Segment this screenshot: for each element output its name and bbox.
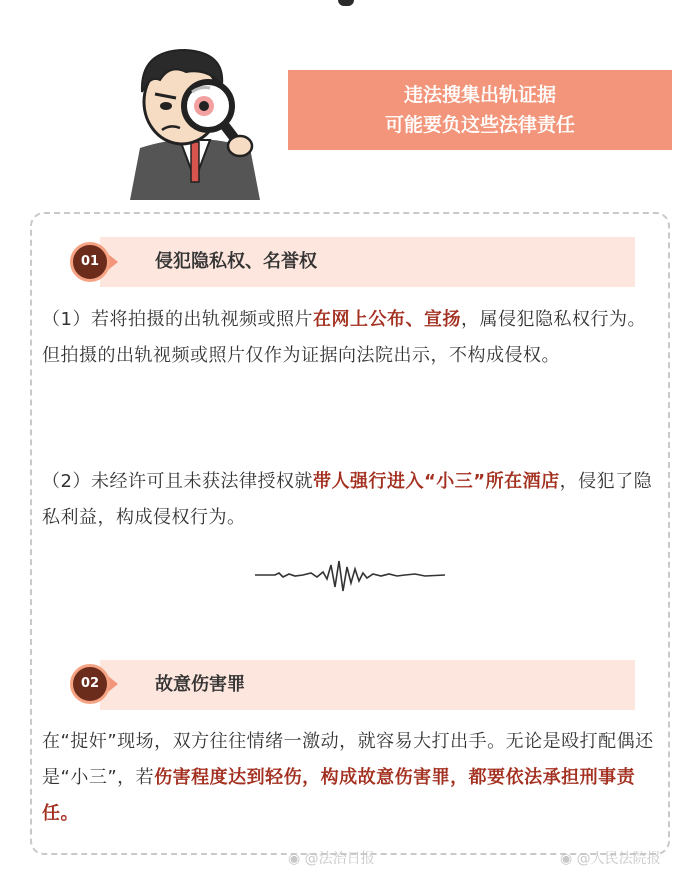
section-header-2 [100, 660, 635, 710]
weibo-icon: ◉ [288, 851, 301, 867]
paragraph-text: ，侵犯了隐私利益，构成侵权行为。 [42, 471, 653, 528]
paragraph [42, 724, 662, 832]
paragraph-text: （2）未经许可且未获法律授权就 [42, 471, 313, 492]
section-title: 故意伤害罪 [155, 674, 245, 695]
section-title: 侵犯隐私权、名誉权 [155, 251, 317, 272]
section-header-1 [100, 237, 635, 287]
highlight-text: 带人强行进入“小三”所在酒店 [312, 471, 560, 492]
section-number-badge: 02 [70, 664, 110, 704]
paragraph [42, 302, 662, 374]
paragraph-text: 在“捉奸”现场，双方往往情绪一激动，就容易大打出手。无论是殴打配偶还是“小三”，若 [42, 731, 654, 788]
watermark-right [560, 848, 661, 868]
watermark-left [288, 848, 375, 868]
paragraph-text: （1）若将拍摄的出轨视频或照片 [42, 309, 313, 330]
highlight-text: 在网上公布、宣扬 [312, 309, 461, 330]
highlight-text: 伤害程度达到轻伤，构成故意伤害罪，都要依法承担刑事责任。 [42, 767, 636, 824]
banner-line-2: 可能要负这些法律责任 [384, 114, 575, 136]
watermark-text: @法治日报 [304, 851, 375, 867]
banner-line-1: 违法搜集出轨证据 [403, 84, 556, 106]
paragraph-text: ，属侵犯隐私权行为。但拍摄的出轨视频或照片仅作为证据向法院出示，不构成侵权。 [42, 309, 646, 366]
top-decoration [338, 0, 354, 6]
paragraph [42, 464, 662, 536]
detective-avatar-icon [100, 30, 290, 200]
section-number-badge: 01 [70, 242, 110, 282]
watermark-text: @人民法院报 [576, 851, 661, 867]
waveform-icon [255, 555, 445, 595]
weibo-icon: ◉ [560, 851, 573, 867]
title-banner [288, 70, 672, 150]
